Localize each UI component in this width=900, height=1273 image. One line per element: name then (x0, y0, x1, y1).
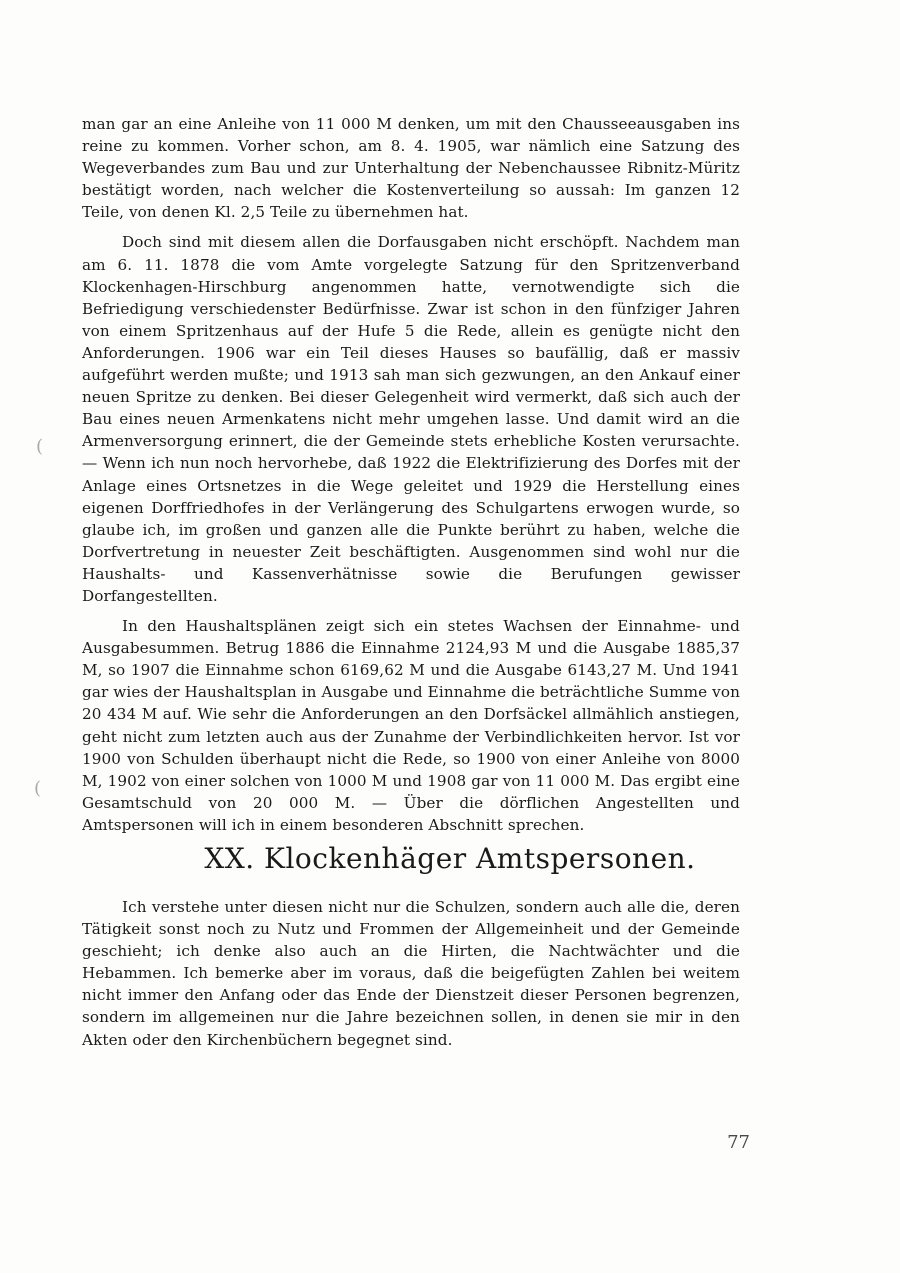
paragraph: Ich verstehe unter diesen nicht nur die Schulzen, sondern auch alle die, deren Tätigkeit sonst noch zu Nutz und Frommen der Allgemeinheit und der Gemeinde geschieht; ich denke also auch an die Hirten, die Nachtwächter und die Hebammen. Ich bemerke aber im voraus, daß die beigefügten Zahlen bei weitem nicht immer den Anfang oder das Ende der Dienstzeit dieser Personen begrenzen, sondern im allgemeinen nur die Jahre bezeichnen sollen, in denen sie mir in den Akten oder den Kirchenbüchern begegnet sind. (82, 898, 740, 1049)
margin-pencil-mark: ( (36, 436, 44, 457)
chapter-heading: XX. Klockenhäger Amtspersonen. (204, 842, 696, 875)
body-text-bottom (82, 896, 740, 1051)
paragraph: man gar an eine Anleihe von 11 000 M denken, um mit den Chausseeausgaben ins reine zu kommen. Vorher schon, am 8. 4. 1905, war nämlich eine Satzung des Wegeverbandes zum Bau und zur Unterhaltung der Nebenchaussee Ribnitz-Müritz bestätigt worden, nach welcher die Kostenverteilung so aussah: Im ganzen 12 Teile, von denen Kl. 2,5 Teile zu übernehmen hat. (82, 115, 740, 222)
paragraph: In den Haushaltsplänen zeigt sich ein stetes Wachsen der Einnahme- und Ausgabesummen. Betrug 1886 die Einnahme 2124,93 M und die Ausgabe 1885,37 M, so 1907 die Einnahme schon 6169,62 M und die Ausgabe 6143,27 M. Und 1941 gar wies der Haushaltsplan in Ausgabe und Einnahme die beträchtliche Summe von 20 434 M auf. Wie sehr die Anforderungen an den Dorfsäckel allmählich anstiegen, geht nicht zum letzten auch aus der Zunahme der Verbindlichkeiten hervor. Ist vor 1900 von Schulden überhaupt nicht die Rede, so 1900 von einer Anleihe von 8000 M, 1902 von einer solchen von 1000 M und 1908 gar von 11 000 M. Das ergibt eine Gesamtschuld von 20 000 M. — Über die dörflichen Angestellten und Amtspersonen will ich in einem besonderen Abschnitt sprechen. (82, 617, 740, 834)
margin-pencil-mark: ( (34, 778, 42, 799)
body-text-top (82, 113, 740, 836)
page-number: 77 (727, 1132, 750, 1153)
paragraph: Doch sind mit diesem allen die Dorfausgaben nicht erschöpft. Nachdem man am 6. 11. 1878 die vom Amte vorgelegte Satzung für den Spritzenverband Klockenhagen-Hirschburg angenommen hatte, vernotwendigte sich die Befriedigung verschiedenster Bedürfnisse. Zwar ist schon in den fünfziger Jahren von einem Spritzenhaus auf der Hufe 5 die Rede, allein es genügte nicht den Anforderungen. 1906 war ein Teil dieses Hauses so baufällig, daß er massiv aufgeführt werden mußte; und 1913 sah man sich gezwungen, an den Ankauf einer neuen Spritze zu denken. Bei dieser Gelegenheit wird vermerkt, daß sich auch der Bau eines neuen Armenkatens nicht mehr umgehen lasse. Und damit wird an die Armenversorgung erinnert, die der Gemeinde stets erhebliche Kosten verursachte. — Wenn ich nun noch hervorhebe, daß 1922 die Elektrifizierung des Dorfes mit der Anlage eines Ortsnetzes in die Wege geleitet und 1929 die Herstellung eines eigenen Dorffriedhofes in der Verlängerung des Schulgartens erwogen wurde, so glaube ich, im großen und ganzen alle die Punkte berührt zu haben, welche die Dorfvertretung in neuester Zeit beschäftigten. Ausgenommen sind wohl nur die Haushalts- und Kassenverhätnisse sowie die Berufungen gewisser Dorfangestellten. (82, 233, 740, 605)
